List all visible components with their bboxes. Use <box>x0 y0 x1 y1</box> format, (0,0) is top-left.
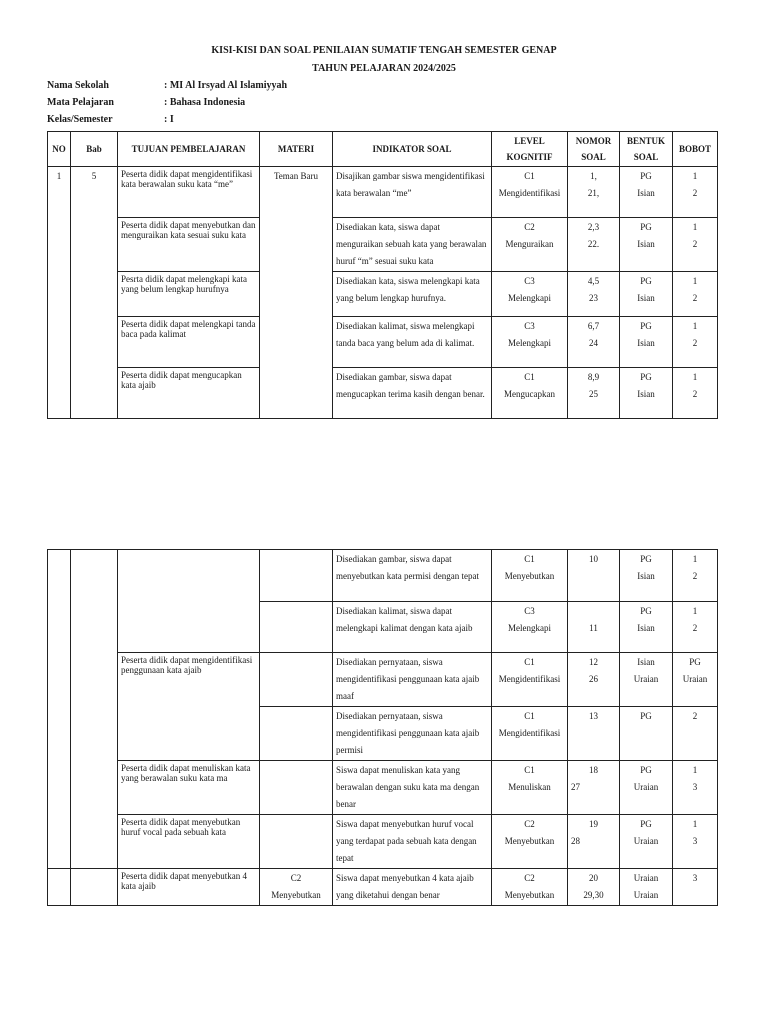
cell-no-empty <box>48 869 71 906</box>
nomor-line: 8,9 <box>587 372 600 382</box>
cell-bab-empty <box>71 550 118 869</box>
bentuk-line: Uraian <box>633 674 659 684</box>
bentuk-line: Uraian <box>633 873 659 883</box>
bobot-line: Uraian <box>682 674 708 684</box>
cell-bentuk <box>620 815 673 869</box>
nomor-line: 22. <box>587 239 600 249</box>
cell-level <box>492 761 568 815</box>
cell-indikator: Siswa dapat menyebutkan 4 kata ajaib yang diketahui dengan benar <box>333 869 492 906</box>
cell-indikator: Disediakan pernyataan, siswa mengidentifikasi penggunaan kata ajaib permisi <box>333 707 492 761</box>
cell-indikator: Siswa dapat menyebutkan huruf vocal yang terdapat pada sebuah kata dengan tepat <box>333 815 492 869</box>
bentuk-line: PG <box>640 765 652 775</box>
header-materi: MATERI <box>260 132 333 167</box>
cell-tujuan: Pesrta didik dapat melengkapi kata yang belum lengkap hurufnya <box>118 272 260 317</box>
bentuk-line: Uraian <box>633 836 659 846</box>
cell-tujuan: Peserta didik dapat menuliskan kata yang berawalan suku kata ma <box>118 761 260 815</box>
level-code: C1 <box>524 372 535 382</box>
cell-bobot <box>673 317 718 368</box>
kisi-kisi-table-page-1 <box>47 131 718 419</box>
header-indikator: INDIKATOR SOAL <box>333 132 492 167</box>
cell-bentuk <box>620 869 673 906</box>
cell-materi-empty <box>260 653 333 707</box>
nomor-line: 27 <box>571 782 580 792</box>
cell-bab: 5 <box>71 167 118 419</box>
table-header-row <box>48 132 718 167</box>
nomor-line: 25 <box>589 389 598 399</box>
nomor-line: 12 <box>589 657 598 667</box>
bentuk-line: PG <box>640 222 652 232</box>
bentuk-line: PG <box>640 372 652 382</box>
cell-nomor <box>568 368 620 419</box>
cell-bentuk <box>620 272 673 317</box>
cell-bentuk <box>620 368 673 419</box>
table-row <box>48 167 718 218</box>
cell-level <box>492 602 568 653</box>
bobot-line: 1 <box>692 222 698 232</box>
bentuk-line: Uraian <box>633 890 659 900</box>
header-level: LEVEL KOGNITIF <box>492 132 568 167</box>
cell-no: 1 <box>48 167 71 419</box>
cell-materi-empty <box>260 550 333 602</box>
cell-nomor: 13 <box>568 707 620 761</box>
header-no: NO <box>48 132 71 167</box>
cell-bobot: 2 <box>673 707 718 761</box>
table-row <box>48 272 718 317</box>
cell-tujuan: Peserta didik dapat mengucapkan kata ajaib <box>118 368 260 419</box>
cell-nomor <box>568 869 620 906</box>
info-school-label: Nama Sekolah <box>47 80 109 91</box>
level-code: C1 <box>524 657 535 667</box>
bobot-line: 3 <box>692 782 698 792</box>
cell-bobot <box>673 368 718 419</box>
nomor-line: 1, <box>590 171 597 181</box>
cell-bobot: 3 <box>673 869 718 906</box>
cell-nomor <box>568 317 620 368</box>
cell-indikator: Disediakan gambar, siswa dapat menyebutkan kata permisi dengan tepat <box>333 550 492 602</box>
cell-materi-empty <box>260 815 333 869</box>
level-name: Menyebutkan <box>504 571 555 581</box>
bentuk-line: Isian <box>637 338 655 348</box>
table-row <box>48 869 718 906</box>
bentuk-line: Isian <box>637 623 655 633</box>
level-name: Melengkapi <box>508 338 551 348</box>
bobot-line: 2 <box>692 389 698 399</box>
cell-tujuan: Peserta didik dapat melengkapi tanda baca pada kalimat <box>118 317 260 368</box>
cell-tujuan: Peserta didik dapat menyebutkan huruf vocal pada sebuah kata <box>118 815 260 869</box>
cell-nomor <box>568 167 620 218</box>
bentuk-line: PG <box>640 321 652 331</box>
level-code: C2 <box>524 819 535 829</box>
info-school <box>47 80 287 91</box>
nomor-line: 28 <box>571 836 580 846</box>
level-code: C3 <box>524 606 535 616</box>
bobot-line: 1 <box>692 606 698 616</box>
table-row <box>48 218 718 272</box>
table-row <box>48 317 718 368</box>
document-subtitle: TAHUN PELAJARAN 2024/2025 <box>312 63 456 74</box>
header-bentuk: BENTUK SOAL <box>620 132 673 167</box>
header-nomor: NOMOR SOAL <box>568 132 620 167</box>
cell-level <box>492 815 568 869</box>
nomor-line: 6,7 <box>587 321 600 331</box>
cell-bobot <box>673 218 718 272</box>
cell-nomor <box>568 602 620 653</box>
bobot-line: 1 <box>692 554 698 564</box>
level-code: C1 <box>524 171 535 181</box>
cell-bentuk <box>620 653 673 707</box>
cell-indikator: Disediakan kalimat, siswa dapat melengkapi kalimat dengan kata ajaib <box>333 602 492 653</box>
cell-tujuan-empty <box>118 550 260 653</box>
cell-tujuan: Peserta didik dapat menyebutkan dan menguraikan kata sesuai suku kata <box>118 218 260 272</box>
level-code: C1 <box>524 554 535 564</box>
bobot-line: 2 <box>692 571 698 581</box>
bentuk-line: Isian <box>637 389 655 399</box>
cell-tujuan: Peserta didik dapat mengidentifikasi penggunaan kata ajaib <box>118 653 260 761</box>
nomor-line: 21, <box>587 188 600 198</box>
bobot-line: 1 <box>692 171 698 181</box>
nomor-line: 11 <box>589 623 598 633</box>
document-title: KISI-KISI DAN SOAL PENILAIAN SUMATIF TENGAH SEMESTER GENAP <box>211 45 557 56</box>
cell-bab-empty <box>71 869 118 906</box>
cell-level <box>492 167 568 218</box>
cell-bobot <box>673 167 718 218</box>
nomor-line: 19 <box>589 819 598 829</box>
level-code: C3 <box>524 276 535 286</box>
info-class-label: Kelas/Semester <box>47 114 113 125</box>
nomor-line: 29,30 <box>583 890 604 900</box>
bentuk-line: PG <box>640 171 652 181</box>
cell-indikator: Disediakan kata, siswa dapat menguraikan sebuah kata yang berawalan huruf “m” sesuai suku kata <box>333 218 492 272</box>
cell-level <box>492 218 568 272</box>
cell-indikator: Disajikan gambar siswa mengidentifikasi kata berawalan “me” <box>333 167 492 218</box>
level-name: Menguraikan <box>505 239 554 249</box>
cell-indikator: Disediakan kalimat, siswa melengkapi tanda baca yang belum ada di kalimat. <box>333 317 492 368</box>
bentuk-line: Isian <box>637 657 655 667</box>
cell-materi-empty <box>260 707 333 761</box>
cell-indikator: Disediakan pernyataan, siswa mengidentifikasi penggunaan kata ajaib maaf <box>333 653 492 707</box>
bobot-line: 1 <box>692 819 698 829</box>
nomor-line: 26 <box>589 674 598 684</box>
cell-bentuk <box>620 167 673 218</box>
cell-bentuk <box>620 218 673 272</box>
table-row <box>48 815 718 869</box>
info-class <box>47 114 174 125</box>
cell-bentuk <box>620 550 673 602</box>
cell-bentuk <box>620 602 673 653</box>
bentuk-line: Isian <box>637 293 655 303</box>
cell-nomor: 10 <box>568 550 620 602</box>
cell-level <box>492 653 568 707</box>
cell-level <box>492 869 568 906</box>
level-name: Menyebutkan <box>504 836 555 846</box>
bentuk-line: Uraian <box>633 782 659 792</box>
bentuk-line: PG <box>640 554 652 564</box>
level-name: Melengkapi <box>508 293 551 303</box>
nomor-line: 4,5 <box>587 276 600 286</box>
bobot-line: 1 <box>692 765 698 775</box>
bentuk-line: Isian <box>637 571 655 581</box>
cell-bobot <box>673 815 718 869</box>
level-name: Mengucapkan <box>504 389 555 399</box>
materi-name: Menyebutkan <box>271 890 321 900</box>
cell-nomor <box>568 653 620 707</box>
bentuk-line: PG <box>640 819 652 829</box>
level-code: C2 <box>524 873 535 883</box>
cell-indikator: Siswa dapat menuliskan kata yang berawalan dengan suku kata ma dengan benar <box>333 761 492 815</box>
cell-materi <box>260 869 333 906</box>
cell-level <box>492 272 568 317</box>
level-code: C2 <box>524 222 535 232</box>
nomor-line: 24 <box>589 338 598 348</box>
cell-level <box>492 317 568 368</box>
info-school-value: : MI Al Irsyad Al Islamiyyah <box>164 80 288 91</box>
info-class-value: : I <box>164 114 174 125</box>
cell-indikator: Disediakan gambar, siswa dapat mengucapkan terima kasih dengan benar. <box>333 368 492 419</box>
cell-nomor <box>568 218 620 272</box>
cell-bobot <box>673 550 718 602</box>
cell-nomor <box>568 815 620 869</box>
cell-bobot <box>673 653 718 707</box>
level-code: C1 <box>524 765 535 775</box>
bobot-line: 2 <box>692 623 698 633</box>
cell-level <box>492 707 568 761</box>
bentuk-line: Isian <box>637 188 655 198</box>
kisi-kisi-table-page-2 <box>47 549 718 906</box>
nomor-line: 2,3 <box>587 222 600 232</box>
bobot-line: 2 <box>692 239 698 249</box>
nomor-line: 20 <box>589 873 598 883</box>
table-row <box>48 550 718 602</box>
table-row <box>48 653 718 707</box>
cell-bobot <box>673 761 718 815</box>
bobot-line: 2 <box>692 188 698 198</box>
level-name: Mengidentifikasi <box>498 674 561 684</box>
cell-tujuan: Peserta didik dapat menyebutkan 4 kata ajaib <box>118 869 260 906</box>
info-subject-value: : Bahasa Indonesia <box>164 97 246 108</box>
bobot-line: 1 <box>692 372 698 382</box>
cell-bobot <box>673 272 718 317</box>
cell-nomor <box>568 272 620 317</box>
materi-code: C2 <box>290 873 302 883</box>
header-tujuan: TUJUAN PEMBELAJARAN <box>118 132 260 167</box>
cell-materi-empty <box>260 602 333 653</box>
cell-no-empty <box>48 550 71 869</box>
level-name: Mengidentifikasi <box>498 188 561 198</box>
level-name: Mengidentifikasi <box>498 728 561 738</box>
cell-level <box>492 368 568 419</box>
cell-bentuk <box>620 761 673 815</box>
table-row <box>48 761 718 815</box>
bobot-line: 1 <box>692 276 698 286</box>
header-bobot: BOBOT <box>673 132 718 167</box>
cell-bentuk: PG <box>620 707 673 761</box>
level-name: Menuliskan <box>508 782 551 792</box>
level-code: C3 <box>524 321 535 331</box>
bentuk-line: Isian <box>637 239 655 249</box>
cell-materi-empty <box>260 761 333 815</box>
bobot-line: 3 <box>692 836 698 846</box>
level-name: Melengkapi <box>508 623 551 633</box>
nomor-line: 18 <box>589 765 598 775</box>
level-name: Menyebutkan <box>504 890 555 900</box>
cell-bobot <box>673 602 718 653</box>
level-code: C1 <box>524 711 535 721</box>
cell-tujuan: Peserta didik dapat mengidentifikasi kata berawalan suku kata “me” <box>118 167 260 218</box>
bobot-line: PG <box>689 657 701 667</box>
bobot-line: 2 <box>692 293 698 303</box>
nomor-line: 23 <box>589 293 598 303</box>
cell-nomor <box>568 761 620 815</box>
cell-bentuk <box>620 317 673 368</box>
table-row <box>48 368 718 419</box>
header-bab: Bab <box>71 132 118 167</box>
info-subject-label: Mata Pelajaran <box>47 97 114 108</box>
bobot-line: 1 <box>692 321 698 331</box>
info-subject <box>47 97 245 108</box>
cell-materi: Teman Baru <box>260 167 333 419</box>
cell-indikator: Disediakan kata, siswa melengkapi kata yang belum lengkap hurufnya. <box>333 272 492 317</box>
bentuk-line: PG <box>640 606 652 616</box>
bentuk-line: PG <box>640 276 652 286</box>
cell-level <box>492 550 568 602</box>
bobot-line: 2 <box>692 338 698 348</box>
